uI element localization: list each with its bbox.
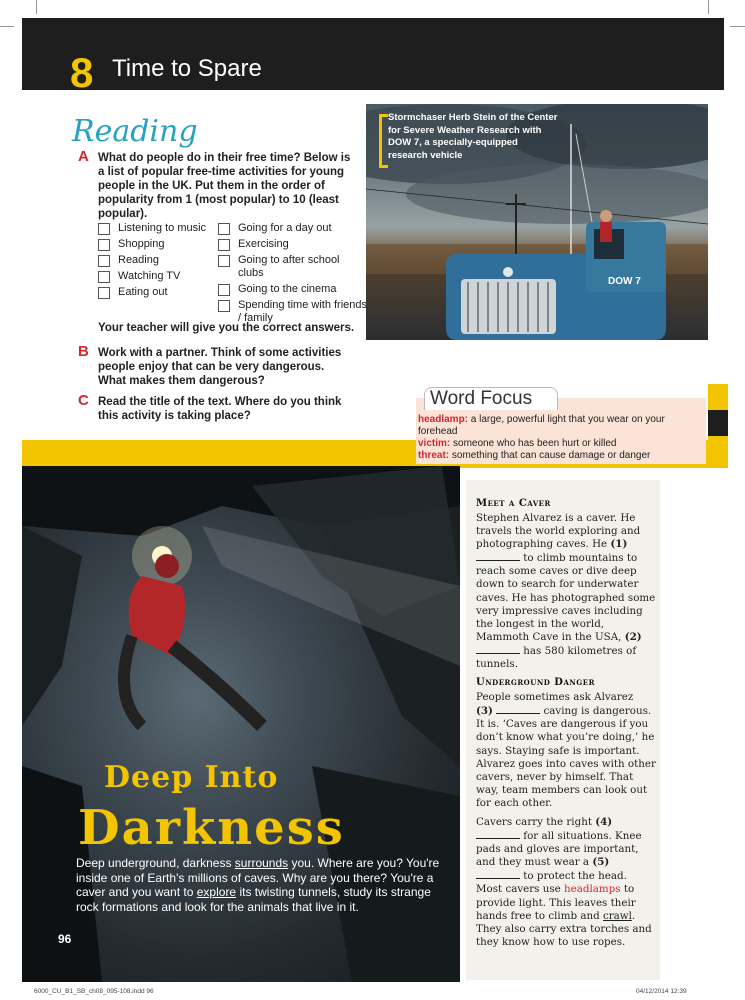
question-b-text: Work with a partner. Think of some activities people enjoy that can be very dangerous. What makes them dangerous? xyxy=(98,347,342,387)
section-title: Reading xyxy=(72,114,198,149)
checkbox[interactable] xyxy=(218,300,230,312)
question-a-text: What do people do in their free time? Below is a list of popular free-time activities for young people in the UK. Put them in the order of popularity from 1 (most popular) to 10 (least popular). xyxy=(98,152,351,220)
section-heading-meet: Meet a Caver xyxy=(476,498,551,509)
chapter-title: Time to Spare xyxy=(112,55,262,82)
option-item[interactable]: Shopping xyxy=(98,238,223,251)
checkbox[interactable] xyxy=(98,287,110,299)
question-b-letter: B xyxy=(78,343,89,360)
checkbox[interactable] xyxy=(218,255,230,267)
word-focus-list xyxy=(418,414,704,462)
option-item[interactable]: Going to the cinema xyxy=(218,283,368,296)
question-c-letter: C xyxy=(78,392,89,409)
checkbox[interactable] xyxy=(218,239,230,251)
option-item[interactable]: Going for a day out xyxy=(218,222,368,235)
article-column xyxy=(476,498,656,949)
blank-1[interactable] xyxy=(476,551,520,561)
article-paragraph-2: People sometimes ask Alvarez (3) caving is dangerous. It is. ‘Caves are dangerous if you don’t know what you’re doing,’ he says. Staying safe is important. Alvarez goes into caves with other cavers, never by himself. That way, team members can look out for each other. xyxy=(476,691,656,809)
option-item[interactable]: Going to after school clubs xyxy=(218,254,368,280)
option-item[interactable]: Exercising xyxy=(218,238,368,251)
checkbox[interactable] xyxy=(98,271,110,283)
options-left xyxy=(98,222,223,302)
option-item[interactable]: Watching TV xyxy=(98,270,223,283)
teacher-note: Your teacher will give you the correct answers. xyxy=(98,322,355,334)
blank-2[interactable] xyxy=(476,644,520,654)
word-focus-title: Word Focus xyxy=(430,388,533,409)
option-item[interactable]: Eating out xyxy=(98,286,223,299)
article-intro: Deep underground, darkness surrounds you. Where are you? You're inside one of Earth's millions of caves. Why are you there? You're a caver and you want to explore its twisting tunnels, study its strange rock formations and look for the animals that live in it. xyxy=(76,856,440,914)
photo-caption: Stormchaser Herb Stein of the Center for Severe Weather Research with DOW 7, a specially-equipped research vehicle xyxy=(388,112,558,161)
option-item[interactable]: Spending time with friends / family xyxy=(218,299,368,325)
chapter-number: 8 xyxy=(70,49,94,96)
option-item[interactable]: Reading xyxy=(98,254,223,267)
truck-label: DOW 7 xyxy=(608,276,641,287)
blank-3[interactable] xyxy=(496,704,540,714)
checkbox[interactable] xyxy=(98,223,110,235)
question-a-letter: A xyxy=(78,148,89,165)
word-focus-entry: victim: someone who has been hurt or killed xyxy=(418,438,617,449)
crop-mark xyxy=(708,0,709,14)
article-paragraph-3: Cavers carry the right (4) for all situations. Knee pads and gloves are important, and they must wear a (5) to protect the head. Most cavers use headlamps to provide light. This leaves their hands free to climb and crawl. They also carry extra torches and they know how to use ropes. xyxy=(476,815,652,948)
checkbox[interactable] xyxy=(98,255,110,267)
word-focus-entry: threat: something that can cause damage or danger xyxy=(418,450,651,461)
section-heading-danger: Underground Danger xyxy=(476,677,595,689)
vocab-explore: explore xyxy=(196,885,237,899)
footer-file-info: 6000_CU_B1_SB_ch08_095-108.indd 96 xyxy=(34,988,154,995)
question-c-text: Read the title of the text. Where do you think this activity is taking place? xyxy=(98,396,342,422)
blank-4[interactable] xyxy=(476,829,520,839)
article-title-line2: Darkness xyxy=(78,800,345,856)
article-title-line1: Deep Into xyxy=(104,760,279,795)
blank-5[interactable] xyxy=(476,869,520,879)
options-right xyxy=(218,222,368,328)
page-number: 96 xyxy=(58,932,72,946)
caption-bracket xyxy=(379,114,388,168)
article-paragraph-1: Stephen Alvarez is a caver. He travels the world exploring and photographing caves. He (1) to climb mountains to reach some caves or dive deep down to search for underwater caves. He has photographed some very impressive caves including the longest in the world, Mammoth Cave in the USA, (2) has 580 kilometres of tunnels. xyxy=(476,512,656,671)
footer-date: 04/12/2014 12:39 xyxy=(636,988,687,995)
checkbox[interactable] xyxy=(218,284,230,296)
crop-mark xyxy=(36,0,37,14)
checkbox[interactable] xyxy=(218,223,230,235)
word-focus-entry: headlamp: a large, powerful light that you wear on your forehead xyxy=(418,414,665,437)
right-edge-strip xyxy=(708,384,728,464)
option-item[interactable]: Listening to music xyxy=(98,222,223,235)
checkbox[interactable] xyxy=(98,239,110,251)
vocab-surrounds: surrounds xyxy=(234,856,289,870)
crop-mark xyxy=(730,26,745,27)
crop-mark xyxy=(0,26,14,27)
